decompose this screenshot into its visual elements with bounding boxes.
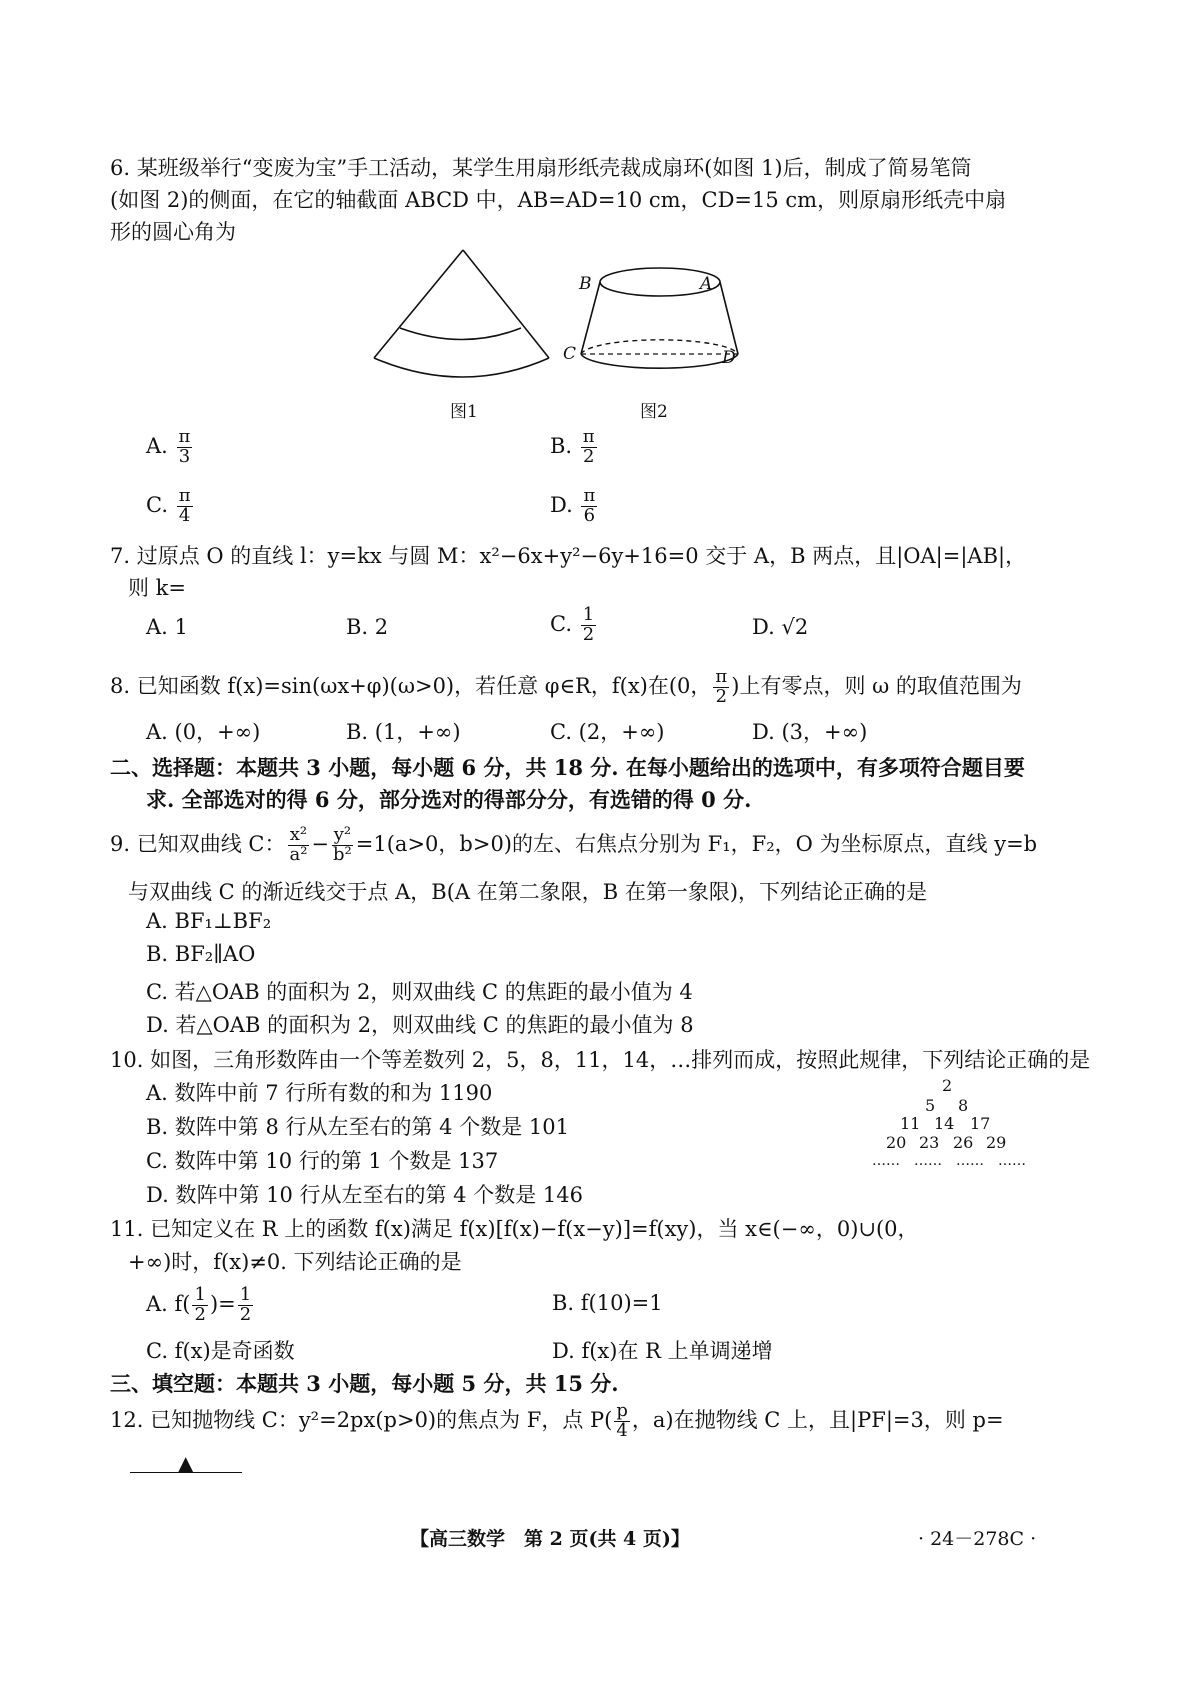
q8-option-d[interactable]: D. (3，+∞) (752, 720, 868, 744)
triangle-cell: 20 (886, 1133, 907, 1152)
q7-line1: 7. 过原点 O 的直线 l：y=kx 与圆 M：x²−6x+y²−6y+16=0 交于 A，B 两点，且|OA|=|AB|， (110, 544, 1027, 568)
q7-option-b[interactable]: B. 2 (346, 615, 389, 639)
q6-option-c[interactable] (146, 487, 195, 526)
q11-option-c[interactable]: C. f(x)是奇函数 (146, 1339, 295, 1363)
q6-option-b-letter: B. (550, 433, 573, 458)
q9-fraction-x: $\frac{\text{x²}}{\text{a²}}$ (289, 824, 308, 865)
q11-line2: +∞)时，f(x)≠0. 下列结论正确的是 (128, 1250, 462, 1274)
q10-line1: 10. 如图，三角形数阵由一个等差数列 2，5，8，11，14，…排列而成，按照此规律，下列结论正确的是 (110, 1048, 1091, 1072)
triangle-cell: 2 (942, 1076, 953, 1095)
point-a-label: A (700, 274, 713, 294)
q6-option-c-fraction: $\frac{\pi}{4}$ (178, 485, 191, 526)
q6-line1: 6. 某班级举行“变废为宝”手工活动，某学生用扇形纸壳裁成扇环(如图 1)后，制成了简易笔筒 (110, 156, 972, 180)
q8-line1-post: )上有零点，则 ω 的取值范围为 (731, 673, 1022, 698)
q11-option-a[interactable] (146, 1286, 255, 1325)
q6-option-d-fraction: $\frac{\pi}{6}$ (583, 485, 596, 526)
q10-option-d[interactable]: D. 数阵中第 10 行从左至右的第 4 个数是 146 (146, 1183, 583, 1207)
triangle-ellipsis-row: …… …… …… …… (872, 1153, 1026, 1169)
q6-option-b-fraction: $\frac{\pi}{2}$ (582, 426, 595, 467)
q12-line1 (110, 1402, 1004, 1441)
triangle-cell: 14 (934, 1114, 955, 1133)
q9-option-c[interactable]: C. 若△OAB 的面积为 2，则双曲线 C 的焦距的最小值为 4 (146, 980, 693, 1004)
figure-2-label: 图2 (640, 402, 668, 422)
q9-option-b[interactable]: B. BF₂∥AO (146, 942, 256, 966)
section-2-heading-line1: 二、选择题：本题共 3 小题，每小题 6 分，共 18 分. 在每小题给出的选项中，有多项符合题目要 (110, 755, 1025, 780)
q9-post: =1(a>0，b>0)的左、右焦点分别为 F₁，F₂，O 为坐标原点，直线 y=b (355, 831, 1038, 856)
q6-option-d[interactable] (550, 487, 599, 526)
point-d-label: D (722, 348, 736, 368)
figure-1-annular-sector (360, 248, 570, 408)
q10-option-b[interactable]: B. 数阵中第 8 行从左至右的第 4 个数是 101 (146, 1115, 569, 1139)
q7-option-c-letter: C. (550, 611, 572, 636)
q8-fraction: $\frac{\pi}{2}$ (715, 666, 728, 707)
section-3-heading: 三、填空题：本题共 3 小题，每小题 5 分，共 15 分. (110, 1371, 619, 1396)
q6-option-a-fraction: $\frac{\pi}{3}$ (178, 426, 191, 467)
triangle-cell: 8 (958, 1096, 969, 1115)
triangle-cell: 11 (900, 1114, 921, 1133)
q9-line2: 与双曲线 C 的渐近线交于点 A，B(A 在第二象限，B 在第一象限)，下列结论正确的是 (128, 880, 928, 904)
q8-line1-pre: 8. 已知函数 f(x)=sin(ωx+φ)(ω>0)，若任意 φ∈R，f(x)在(0， (110, 673, 712, 698)
q11-option-a-pre: A. f( (146, 1291, 191, 1316)
q12-pre: 12. 已知抛物线 C：y²=2px(p>0)的焦点为 F，点 P( (110, 1407, 613, 1432)
figure-1-label: 图1 (450, 402, 478, 422)
q6-option-a-letter: A. (146, 433, 168, 458)
triangle-cell: 26 (953, 1133, 974, 1152)
q11-option-a-mid: )= (209, 1291, 236, 1316)
q6-line3: 形的圆心角为 (110, 220, 236, 244)
q12-fraction: $\frac{p}{4}$ (616, 1400, 628, 1441)
q6-option-d-letter: D. (550, 492, 573, 517)
q6-option-b[interactable] (550, 428, 599, 467)
q6-option-a[interactable] (146, 428, 194, 467)
q8-option-b[interactable]: B. (1，+∞) (346, 720, 461, 744)
section-2-heading-line2: 求. 全部选对的得 6 分，部分选对的得部分分，有选错的得 0 分. (146, 787, 752, 812)
q6-option-c-letter: C. (146, 492, 168, 517)
triangle-cell: 23 (919, 1133, 940, 1152)
q9-pre: 9. 已知双曲线 C： (110, 831, 286, 856)
blank-marker-triangle: ▲ (178, 1451, 194, 1475)
q8-option-a[interactable]: A. (0，+∞) (146, 720, 261, 744)
q9-fraction-y: $\frac{\text{y²}}{\text{b²}}$ (333, 824, 352, 865)
q8-option-c[interactable]: C. (2，+∞) (550, 720, 665, 744)
q8-line1 (110, 668, 1022, 707)
q10-option-c[interactable]: C. 数阵中第 10 行的第 1 个数是 137 (146, 1149, 499, 1173)
q12-post: ，a)在抛物线 C 上，且|PF|=3，则 p= (631, 1407, 1004, 1432)
q6-line2: (如图 2)的侧面，在它的轴截面 ABCD 中，AB=AD=10 cm，CD=15 cm，则原扇形纸壳中扇 (110, 188, 1007, 212)
q7-option-a[interactable]: A. 1 (146, 615, 188, 639)
q11-option-a-fraction-1: $\frac{1}{2}$ (194, 1284, 206, 1325)
q7-option-c[interactable] (550, 606, 598, 645)
q11-line1: 11. 已知定义在 R 上的函数 f(x)满足 f(x)[f(x)−f(x−y)]=f(xy)，当 x∈(−∞，0)∪(0， (110, 1217, 919, 1241)
triangle-cell: 17 (970, 1114, 991, 1133)
q11-option-a-fraction-2: $\frac{1}{2}$ (239, 1284, 252, 1325)
q9-option-d[interactable]: D. 若△OAB 的面积为 2，则双曲线 C 的焦距的最小值为 8 (146, 1013, 694, 1037)
point-c-label: C (563, 344, 577, 364)
q7-line2: 则 k= (128, 576, 186, 600)
triangle-cell: 29 (986, 1133, 1007, 1152)
triangle-cell: 5 (925, 1096, 936, 1115)
q11-option-b[interactable]: B. f(10)=1 (552, 1291, 663, 1315)
q9-option-a[interactable]: A. BF₁⊥BF₂ (146, 909, 272, 933)
q7-option-c-fraction: $\frac{1}{2}$ (582, 604, 595, 645)
point-b-label: B (579, 274, 592, 294)
page-footer-center: 【高三数学 第 2 页(共 4 页)】 (410, 1528, 690, 1550)
q11-option-d[interactable]: D. f(x)在 R 上单调递增 (552, 1339, 773, 1363)
q9-line1 (110, 826, 1037, 865)
page-footer-code: · 24－278C · (918, 1528, 1037, 1550)
q9-minus: − (311, 831, 330, 856)
q10-option-a[interactable]: A. 数阵中前 7 行所有数的和为 1190 (146, 1081, 493, 1105)
q7-option-d[interactable]: D. √2 (752, 615, 809, 639)
